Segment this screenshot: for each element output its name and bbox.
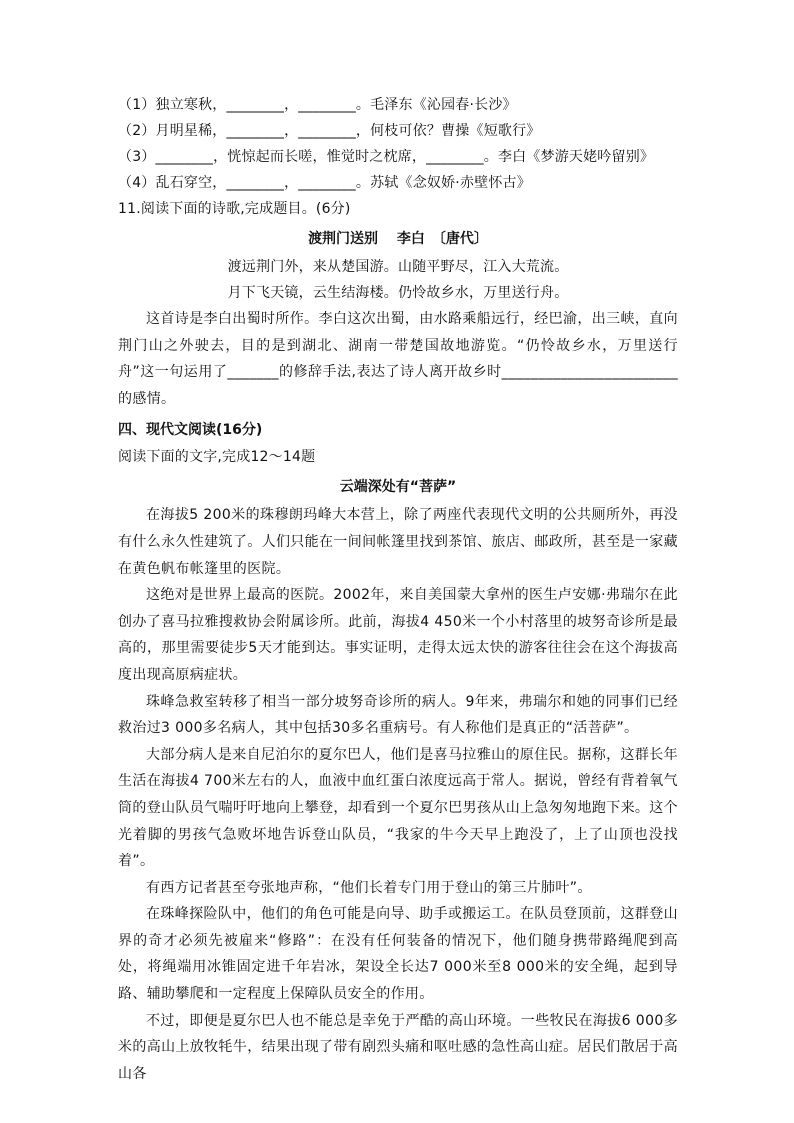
page-content [118,92,678,1087]
recitation-item-1: （1）独立寒秋，________，________。毛泽东《沁园春·长沙》 [118,97,517,113]
article-paragraph: 大部分病人是来自尼泊尔的夏尔巴人，他们是喜马拉雅山的原住民。据称，这群长年生活在海拔4 700米左右的人，血液中血红蛋白浓度远高于常人。据说，曾经有背着氧气筒的登山队员气喘吁吁地向上攀登，却看到一个夏尔巴男孩从山上急匆匆地跑下来。这个光着脚的男孩气急败坏地告诉登山队员，“我家的牛今天早上跑没了，上了山顶也没找着”。 [118,746,678,870]
reading-instruction: 阅读下面的文字,完成12～14题 [118,449,316,466]
article-paragraph: 在海拔5 200米的珠穆朗玛峰大本营上，除了两座代表现代文明的公共厕所外，再没有什么永久性建筑了。人们只能在一间间帐篷里找到茶馆、旅店、邮政所，甚至是一家藏在黄色帆布帐篷里的医院。 [118,507,678,577]
question-11-text: 这首诗是李白出蜀时所作。李白这次出蜀，由水路乘船远行，经巴渝，出三峡，直向荆门山之外驶去，目的是到湖北、湖南一带楚国故地游览。“仍怜故乡水，万里送行舟”这一句运用了_______的修辞手法,表达了诗人离开故乡时________________________的感情。 [118,311,678,407]
article-title: 云端深处有“菩萨” [339,479,457,496]
poem-line-2: 月下飞天镜，云生结海楼。仍怜故乡水，万里送行舟。 [227,285,569,301]
article-paragraph: 不过，即便是夏尔巴人也不能总是幸免于严酷的高山环境。一些牧民在海拔6 000多米的高山上放牧牦牛，结果出现了带有剧烈头痛和呕吐感的急性高山症。居民们散居于高山各 [118,1012,678,1082]
question-11-prompt: 11.阅读下面的诗歌,完成题目。(6分) [118,201,351,217]
article-body [118,502,678,1087]
article-paragraph: 这绝对是世界上最高的医院。2002年，来自美国蒙大拿州的医生卢安娜·弗瑞尔在此创办了喜马拉雅搜救协会附属诊所。此前，海拔4 450米一个小村落里的坡努奇诊所是最高的，那里需要徒步5天才能到达。事实证明，走得太远太快的游客往往会在这个海拔高度出现高原病症状。 [118,587,678,683]
article-paragraph: 珠峰急救室转移了相当一部分坡努奇诊所的病人。9年来，弗瑞尔和她的同事们已经救治过3 000多名病人，其中包括30多名重病号。有人称他们是真正的“活菩萨”。 [118,693,678,737]
poem-title: 渡荆门送别 李白 〔唐代〕 [308,231,488,247]
poem-line-1: 渡远荆门外，来从楚国游。山随平野尽，江入大荒流。 [227,259,569,275]
article-paragraph: 在珠峰探险队中，他们的角色可能是向导、助手或搬运工。在队员登顶前，这群登山界的奇才必须先被雇来“修路”：在没有任何装备的情况下，他们随身携带路绳爬到高处，将绳端用冰锥固定进千年岩冰，架设全长达7 000米至8 000米的安全绳，起到导路、辅助攀爬和一定程度上保障队员安全的作用。 [118,906,678,1003]
recitation-item-4: （4）乱石穿空，________，________。苏轼《念奴娇·赤壁怀古》 [118,175,531,191]
article-paragraph: 有西方记者甚至夸张地声称，“他们长着专门用于登山的第三片肺叶”。 [146,879,592,896]
recitation-item-3: （3）________，恍惊起而长嗟，惟觉时之枕席，________。李白《梦游天姥吟留别》 [118,149,655,165]
question-11-body [118,306,678,412]
recitation-item-2: （2）月明星稀，________，________，何枝可依？曹操《短歌行》 [118,123,541,139]
section-heading: 四、现代文阅读(16分) [118,422,263,439]
